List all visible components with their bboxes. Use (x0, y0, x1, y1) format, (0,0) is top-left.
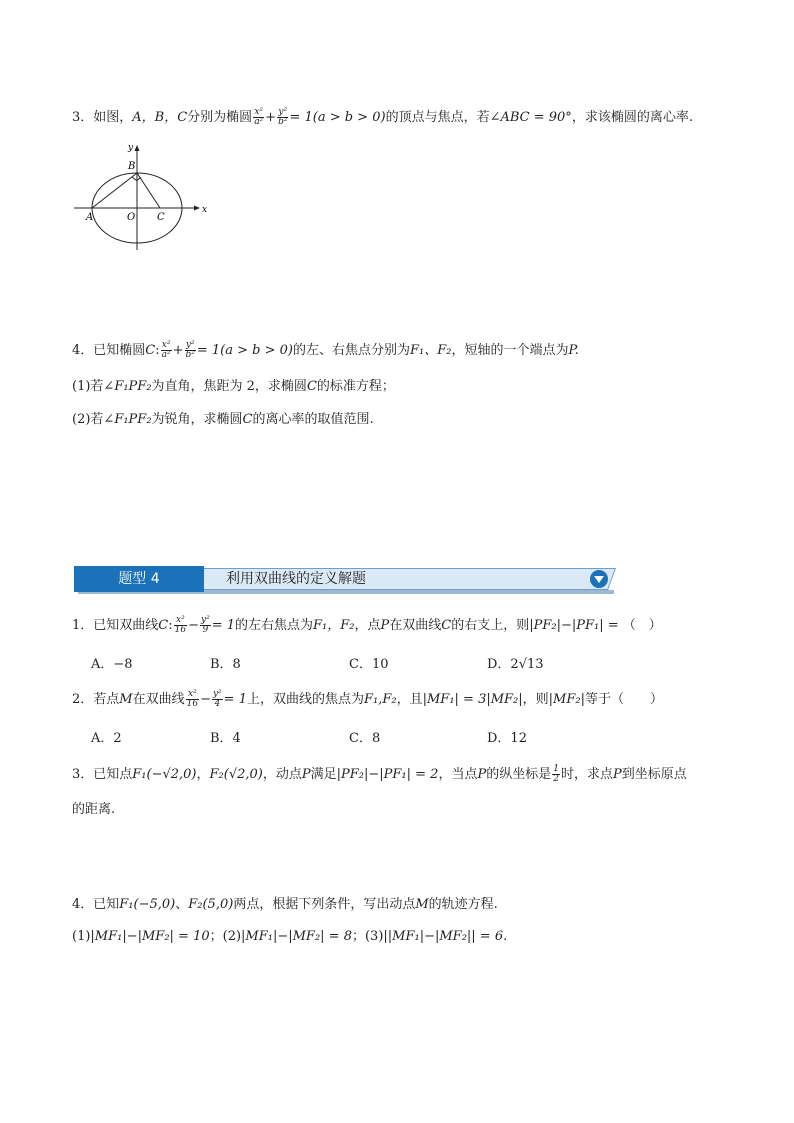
option-c[interactable]: C．10 (349, 657, 389, 672)
segment-ab (92, 173, 137, 208)
question-4-part-1: (1)若∠F₁PF₂为直角，焦距为 2，求椭圆C的标准方程； (72, 379, 395, 394)
x-axis-arrow (194, 206, 200, 211)
fraction-x2-16: $\frac{\text{x²}}{16}$ (174, 615, 187, 635)
label-o: O (127, 212, 136, 223)
option-b[interactable]: B．8 (210, 657, 241, 672)
fraction-y2-b2: $\frac{\text{y²}}{\text{b²}}$ (185, 340, 195, 360)
fraction-x2-a2: $\frac{\text{x²}}{\text{a²}}$ (161, 340, 171, 360)
banner-type-label: 题型 4 (74, 566, 204, 592)
question-3-ellipse: 3．如图，A，B，C分别为椭圆 $\frac{\text{x²}}{\text{a²}}$ + $\frac{\text{y²}}{\text{b²}}$ = 1(a > b > 0)的顶点与焦点，若∠ABC = 90°，求该椭圆的离心率. (72, 107, 693, 127)
question-4-part-2: (2)若∠F₁PF₂为锐角，求椭圆C的离心率的取值范围. (72, 412, 374, 427)
option-d[interactable]: D．12 (487, 731, 527, 746)
option-a[interactable]: A．−8 (91, 657, 133, 672)
option-c[interactable]: C．8 (349, 731, 381, 746)
hyperbola-question-4: 4．已知F₁(−5,0)、F₂(5,0)两点，根据下列条件，写出动点M的轨迹方程. (72, 897, 498, 912)
label-a: A (86, 212, 94, 223)
label-y: y (128, 143, 134, 153)
fraction-x2-16: $\frac{\text{x²}}{16}$ (186, 689, 199, 709)
label-b: B (128, 161, 136, 172)
hyperbola-question-4-conditions: (1)|MF₁|−|MF₂| = 10；(2)|MF₁|−|MF₂| = 8；(3)||MF₁|−|MF₂|| = 6. (72, 929, 508, 944)
option-a[interactable]: A．2 (91, 731, 122, 746)
fraction-y2-4: $\frac{\text{y²}}{4}$ (212, 689, 222, 709)
hyperbola-question-1: 1．已知双曲线C: $\frac{\text{x²}}{16}$ − $\frac{\text{y²}}{9}$ = 1的左右焦点为F₁，F₂，点P在双曲线C的右支上，则|PF₂|−|PF₁| = （ ） (72, 615, 662, 635)
label-x: x (202, 205, 208, 215)
fraction-one-half: $\frac{1}{2}$ (553, 764, 559, 784)
y-axis-arrow (135, 145, 140, 151)
hyperbola-question-3-line-2: 的距离. (72, 802, 116, 817)
chevron-down-circle-icon[interactable] (589, 569, 609, 589)
hyperbola-question-2: 2．若点M在双曲线 $\frac{\text{x²}}{16}$ − $\frac{\text{y²}}{4}$ = 1上，双曲线的焦点为F₁,F₂，且|MF₁| = 3|MF₂|，则|MF₂|等于（ ） (72, 689, 663, 709)
fraction-x2-a2: $\frac{\text{x²}}{\text{a²}}$ (254, 107, 264, 127)
fraction-y2-b2: $\frac{\text{y²}}{\text{b²}}$ (278, 107, 288, 127)
option-d[interactable]: D．2√13 (487, 657, 544, 672)
label-c: C (157, 212, 165, 223)
section-banner (74, 566, 614, 592)
banner-title: 利用双曲线的定义解题 (226, 571, 366, 587)
hyperbola-question-3: 3．已知点F₁(−√2,0)，F₂(√2,0)，动点P满足|PF₂|−|PF₁| = 2，当点P的纵坐标是 $\frac{1}{2}$ 时，求点P到坐标原点 (72, 764, 687, 784)
question-4-ellipse: 4．已知椭圆C: $\frac{\text{x²}}{\text{a²}}$ + $\frac{\text{y²}}{\text{b²}}$ = 1(a > b > 0)的左、右焦点分别为F₁、F₂，短轴的一个端点为P. (72, 340, 579, 360)
fraction-y2-9: $\frac{\text{y²}}{9}$ (200, 615, 210, 635)
ellipse-figure (72, 140, 212, 255)
option-b[interactable]: B．4 (210, 731, 241, 746)
